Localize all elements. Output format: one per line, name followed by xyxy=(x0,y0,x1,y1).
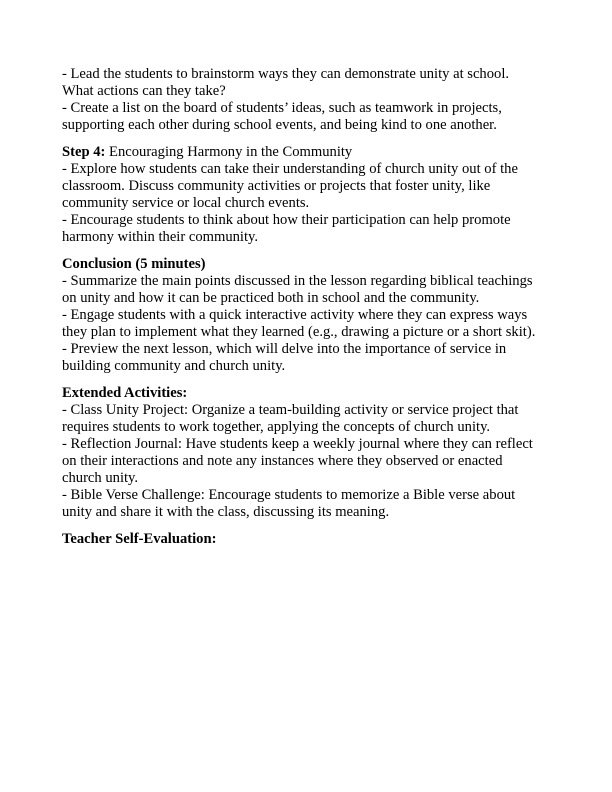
paragraph-spacer xyxy=(62,134,540,144)
bold-text-run: Conclusion (5 minutes) xyxy=(62,256,206,272)
paragraph-spacer xyxy=(62,246,540,256)
paragraph-summarize xyxy=(62,273,540,307)
text-run: - Bible Verse Challenge: Encourage students to memorize a Bible verse about unity and share it with the class, discussing its meaning. xyxy=(62,487,516,520)
text-run: - Encourage students to think about how their participation can help promote harmony within their community. xyxy=(62,212,511,245)
document-body xyxy=(62,66,540,548)
conclusion-heading xyxy=(62,256,540,273)
paragraph-explore xyxy=(62,161,540,212)
paragraph-reflection-journal xyxy=(62,436,540,487)
extended-activities-heading xyxy=(62,385,540,402)
paragraph-spacer xyxy=(62,375,540,385)
paragraph-encourage xyxy=(62,212,540,246)
bold-text-run: Step 4: xyxy=(62,144,106,160)
paragraph-preview xyxy=(62,341,540,375)
bold-text-run: Teacher Self-Evaluation: xyxy=(62,531,217,547)
text-run: - Create a list on the board of students’ ideas, such as teamwork in projects, supporting each other during school events, and being kind to one another. xyxy=(62,100,502,133)
step-4-heading xyxy=(62,144,540,161)
paragraph-create-list xyxy=(62,100,540,134)
text-run: - Explore how students can take their understanding of church unity out of the classroom. Discuss community activities or projects that foster unity, like community service or local church events. xyxy=(62,161,518,211)
text-run: Encouraging Harmony in the Community xyxy=(105,144,353,160)
paragraph-bible-verse-challenge xyxy=(62,487,540,521)
text-run: - Class Unity Project: Organize a team-building activity or service project that requires students to work together, applying the concepts of church unity. xyxy=(62,402,519,435)
paragraph-spacer xyxy=(62,521,540,531)
text-run: - Engage students with a quick interactive activity where they can express ways they plan to implement what they learned (e.g., drawing a picture or a short skit). xyxy=(62,307,536,340)
paragraph-engage xyxy=(62,307,540,341)
bold-text-run: Extended Activities: xyxy=(62,385,188,401)
teacher-self-evaluation-heading xyxy=(62,531,540,548)
text-run: - Preview the next lesson, which will delve into the importance of service in building community and church unity. xyxy=(62,341,507,374)
paragraph-brainstorm xyxy=(62,66,540,100)
text-run: - Reflection Journal: Have students keep a weekly journal where they can reflect on their interactions and note any instances where they observed or enacted church unity. xyxy=(62,436,533,486)
text-run: - Summarize the main points discussed in the lesson regarding biblical teachings on unity and how it can be practiced both in school and the community. xyxy=(62,273,533,306)
text-run: - Lead the students to brainstorm ways they can demonstrate unity at school. What actions can they take? xyxy=(62,66,510,99)
paragraph-class-unity-project xyxy=(62,402,540,436)
